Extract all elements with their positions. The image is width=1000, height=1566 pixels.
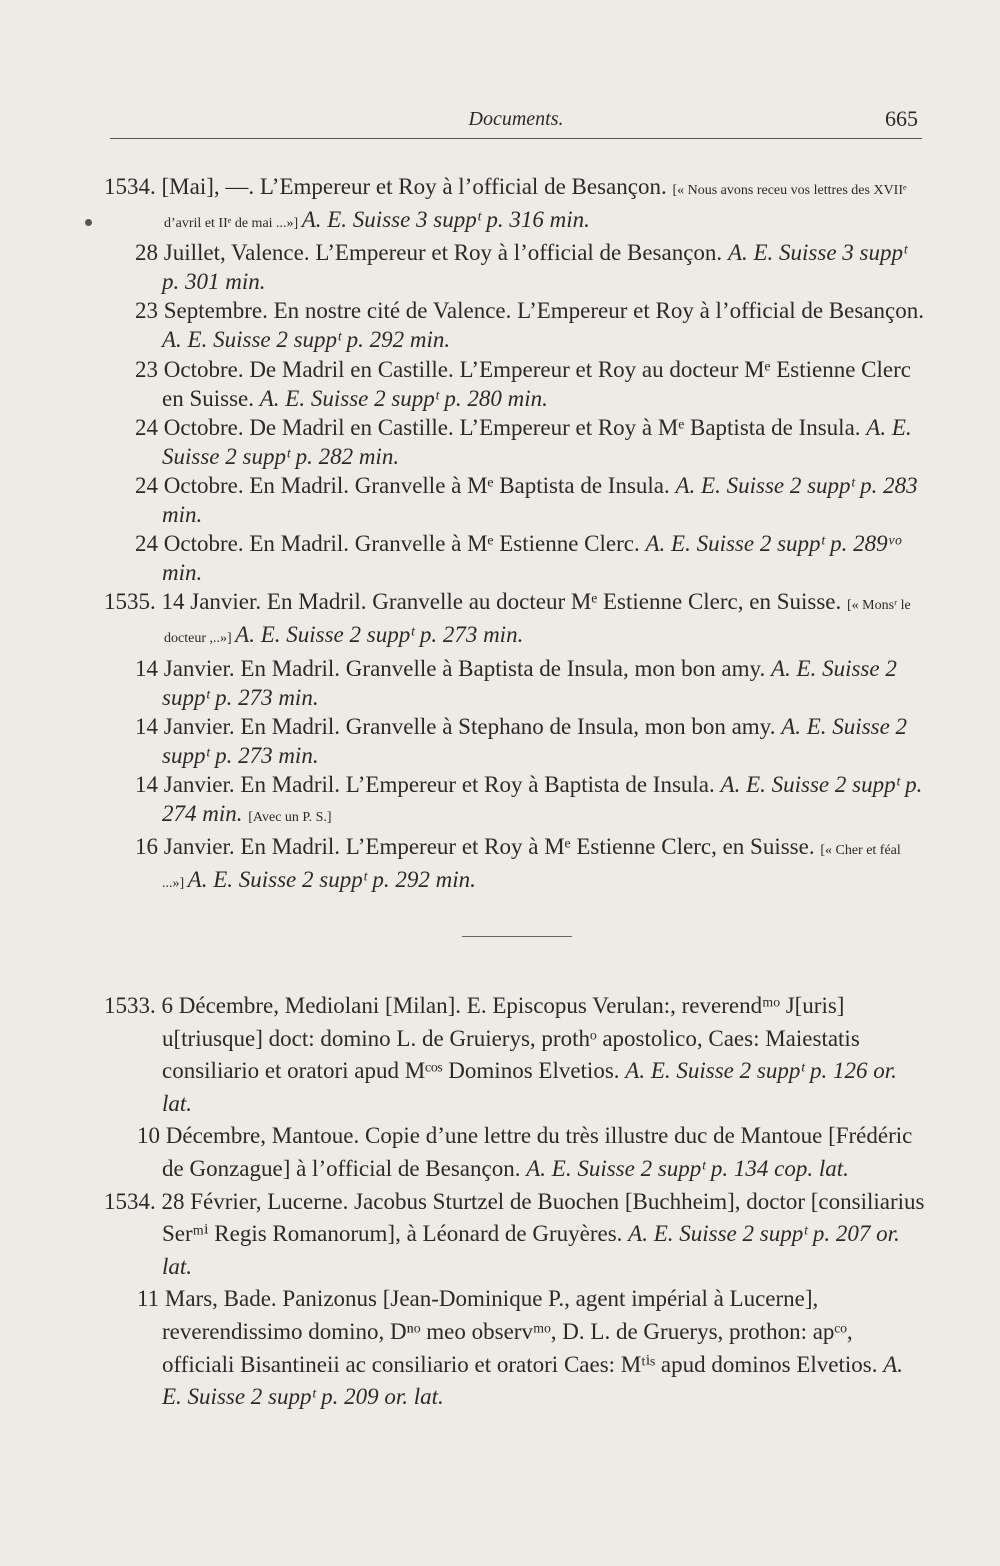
entry-text: 14 Janvier. En Madril. Granvelle au docteur Mᵉ Estienne Clerc, en Suisse.: [161, 589, 847, 615]
entry-incipit: [« Monsʳ le docteur ,..»]: [164, 598, 911, 647]
entry-text: 10 Décembre, Mantoue. Copie d’une lettre du très illustre duc de Mantoue [Frédéric de Gonzague] à l’official de Besançon.: [137, 1123, 913, 1181]
entry-text: 11 Mars, Bade. Panizonus [Jean-Dominique P., agent impérial à Lucerne], reverendissimo domino, Dⁿᵒ meo observᵐᵒ, D. L. de Gruerys, prothon: apᶜᵒ, officiali Bisantineii ac consiliario et oratori Caes: Mᵗⁱˢ apud dominos Elvetios.: [137, 1286, 884, 1377]
entry-reference: A. E. Suisse 2 suppᵗ p. 292 min.: [187, 867, 476, 893]
entry-a-7: [104, 587, 926, 653]
entries-block-b: [104, 990, 926, 1414]
entry-year: 1534.: [104, 174, 162, 199]
entry-text: [Mai], —. L’Empereur et Roy à l’official de Besançon.: [161, 174, 673, 199]
entry-text: 23 Octobre. De Madril en Castille. L’Empereur et Roy au docteur Mᵉ Estienne Clerc en Suisse.: [135, 356, 911, 411]
entry-a-6: [104, 529, 926, 587]
entry-reference: A. E. Suisse 2 suppᵗ p. 283 min.: [162, 472, 918, 528]
entry-year: 1533.: [104, 993, 162, 1018]
entry-a-9: [104, 712, 926, 770]
entry-year: 1534.: [104, 1188, 162, 1214]
entry-text: 23 Septembre. En nostre cité de Valence. L’Empereur et Roy à l’official de Besançon.: [135, 298, 924, 324]
entry-reference: A. E. Suisse 2 suppᵗ p. 280 min.: [259, 385, 548, 411]
entry-reference: A. E. Suisse 2 suppᵗ p. 282 min.: [162, 414, 912, 469]
entry-a-2: [104, 296, 926, 354]
entry-reference: A. E. Suisse 2 suppᵗ p. 209 or. lat.: [162, 1351, 904, 1410]
entry-a-3: [104, 355, 926, 413]
entry-text: 24 Octobre. En Madril. Granvelle à Mᵉ Estienne Clerc.: [135, 531, 646, 557]
entry-text: 14 Janvier. En Madril. Granvelle à Stephano de Insula, mon bon amy.: [135, 713, 782, 739]
entry-text: 14 Janvier. En Madril. L’Empereur et Roy à Baptista de Insula.: [135, 771, 721, 797]
entry-text: 28 Juillet, Valence. L’Empereur et Roy à l’official de Besançon.: [135, 240, 728, 266]
entry-a-1: [104, 238, 926, 296]
page-number: 665: [885, 106, 918, 131]
entry-a-0: [104, 172, 926, 238]
margin-dot: [85, 219, 92, 226]
entry-reference: A. E. Suisse 2 suppᵗ p. 134 cop. lat.: [526, 1155, 849, 1181]
entry-year: 1535.: [104, 589, 162, 615]
entries-block-a: [104, 172, 926, 898]
entry-reference: A. E. Suisse 2 suppᵗ p. 273 min.: [162, 655, 897, 710]
entry-b-2: [104, 1186, 926, 1284]
section-divider: [462, 936, 572, 937]
entry-reference: A. E. Suisse 2 suppᵗ p. 292 min.: [162, 327, 451, 353]
entry-a-4: [104, 413, 926, 471]
page-header: [110, 104, 922, 139]
entry-reference: A. E. Suisse 2 suppᵗ p. 126 or. lat.: [162, 1058, 897, 1116]
entry-text: 6 Décembre, Mediolani [Milan]. E. Episcopus Verulan:, reverendᵐᵒ J[uris] u[triusque] doct: domino L. de Gruierys, prothᵒ apostolico, Caes: Maiestatis consiliario et oratori apud Mᶜᵒˢ Dominos Elvetios.: [161, 993, 860, 1084]
entry-reference: A. E. Suisse 2 suppᵗ p. 273 min.: [235, 622, 524, 648]
entry-note: [Avec un P. S.]: [248, 809, 332, 825]
entry-a-8: [104, 654, 926, 712]
entry-reference: A. E. Suisse 2 suppᵗ p. 273 min.: [162, 713, 908, 768]
entry-a-10: [104, 770, 926, 832]
entry-reference: A. E. Suisse 2 suppᵗ p. 207 or. lat.: [162, 1221, 900, 1279]
entry-a-5: [104, 471, 926, 529]
entry-incipit: [« Nous avons receu vos lettres des XVIIᵉ d’avril et IIᵉ de mai ...»]: [164, 183, 907, 232]
running-title: Documents.: [468, 108, 564, 130]
entry-text: 28 Février, Lucerne. Jacobus Sturtzel de Buochen [Buchheim], doctor [consiliarius Serᵐⁱ Regis Romanorum], à Léonard de Gruyères.: [161, 1188, 925, 1247]
entry-b-1: [104, 1120, 926, 1185]
entry-reference: A. E. Suisse 2 suppᵗ p. 289ᵛᵒ min.: [162, 531, 901, 586]
entry-text: 14 Janvier. En Madril. Granvelle à Baptista de Insula, mon bon amy.: [135, 655, 771, 681]
entry-text: 16 Janvier. En Madril. L’Empereur et Roy à Mᵉ Estienne Clerc, en Suisse.: [135, 834, 821, 860]
entry-incipit: [« Cher et féal ...»]: [162, 843, 901, 892]
entry-b-0: [104, 990, 926, 1120]
entry-reference: A. E. Suisse 3 suppᵗ p. 301 min.: [162, 240, 907, 295]
entry-b-3: [104, 1283, 926, 1413]
entry-a-11: [104, 832, 926, 898]
entry-text: 24 Octobre. De Madril en Castille. L’Empereur et Roy à Mᵉ Baptista de Insula.: [135, 414, 867, 440]
entry-text: 24 Octobre. En Madril. Granvelle à Mᵉ Baptista de Insula.: [135, 472, 676, 498]
entry-reference: A. E. Suisse 3 suppᵗ p. 316 min.: [301, 207, 590, 233]
entry-reference: A. E. Suisse 2 suppᵗ p. 274 min.: [162, 771, 923, 826]
